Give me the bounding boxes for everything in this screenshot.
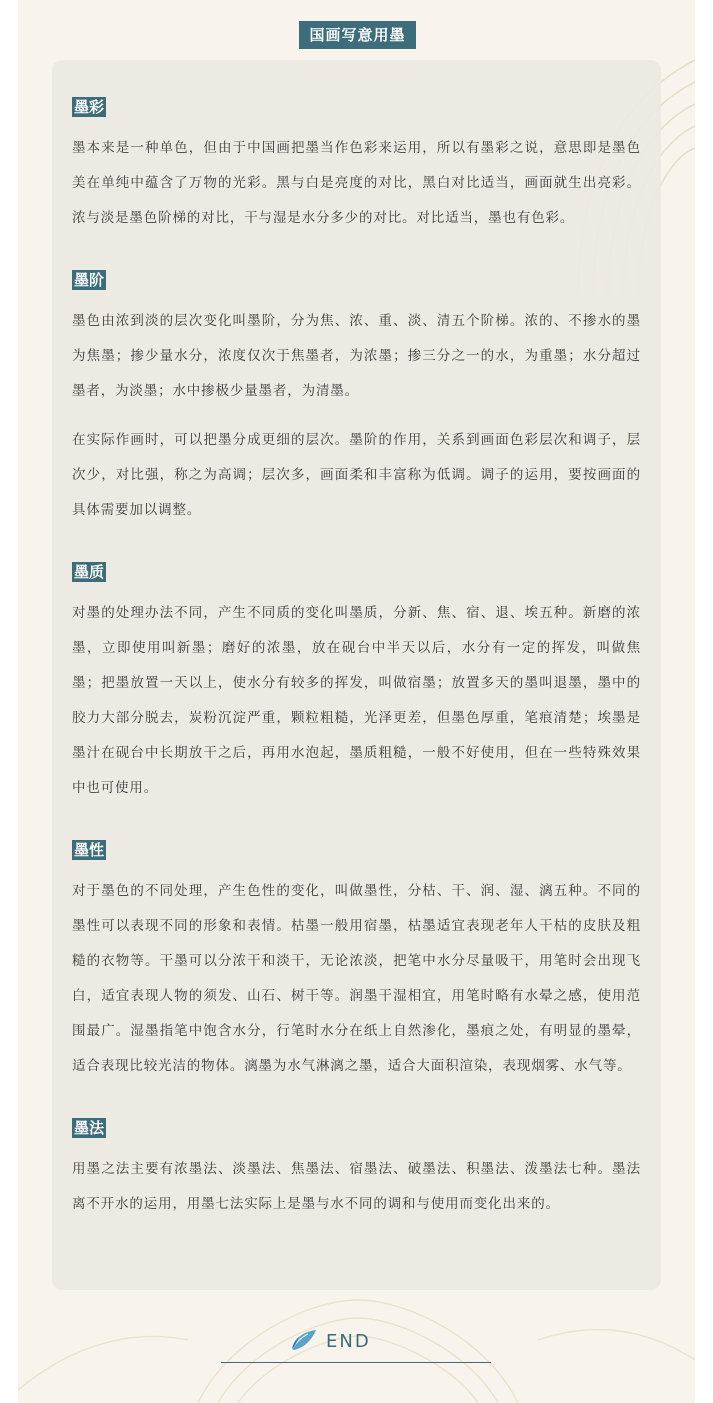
section-paragraph: 墨色由浓到淡的层次变化叫墨阶，分为焦、浓、重、淡、清五个阶梯。浓的、不掺水的墨为焦墨；掺少量水分，浓度仅次于焦墨者，为浓墨；掺三分之一的水，为重墨；水分超过墨者，为淡墨；水中掺极少量墨者，为清墨。 bbox=[72, 313, 641, 399]
section-mozhi bbox=[72, 562, 641, 806]
page-title: 国画写意用墨 bbox=[299, 21, 416, 49]
section-paragraph: 对于墨色的不同处理，产生色性的变化，叫做墨性，分枯、干、润、湿、漓五种。不同的墨性可以表现不同的形象和表情。枯墨一般用宿墨，枯墨适宜表现老年人干枯的皮肤及粗糙的衣物等。干墨可以分浓干和淡干，无论浓淡，把笔中水分尽量吸干，用笔时会出现飞白，适宜表现人物的须发、山石、树干等。润墨干湿相宜，用笔时略有水晕之感，使用范围最广。湿墨指笔中饱含水分，行笔时水分在纸上自然渗化，墨痕之处，有明显的墨晕，适合表现比较光洁的物体。漓墨为水气淋漓之墨，适合大面积渲染，表现烟雾、水气等。 bbox=[72, 883, 641, 1074]
section-moxing bbox=[72, 840, 641, 1084]
section-mocai bbox=[72, 97, 641, 236]
end-marker bbox=[18, 1326, 695, 1366]
leaf-icon bbox=[290, 1329, 318, 1351]
end-text: END bbox=[326, 1331, 371, 1352]
section-heading: 墨性 bbox=[74, 841, 105, 859]
article-page bbox=[18, 0, 695, 1403]
section-paragraph: 用墨之法主要有浓墨法、淡墨法、焦墨法、宿墨法、破墨法、积墨法、泼墨法七种。墨法离不开水的运用，用墨七法实际上是墨与水不同的调和与使用而变化出来的。 bbox=[72, 1161, 641, 1212]
section-paragraph: 对墨的处理办法不同，产生不同质的变化叫墨质，分新、焦、宿、退、埃五种。新磨的浓墨，立即使用叫新墨；磨好的浓墨，放在砚台中半天以后，水分有一定的挥发，叫做焦墨；把墨放置一天以上，使水分有较多的挥发，叫做宿墨；放置多天的墨叫退墨，墨中的胶力大部分脱去，炭粉沉淀严重，颗粒粗糙，光泽更差，但墨色厚重，笔痕清楚；埃墨是墨汁在砚台中长期放干之后，再用水泡起，墨质粗糙，一般不好使用，但在一些特殊效果中也可使用。 bbox=[72, 605, 641, 796]
section-heading: 墨法 bbox=[74, 1119, 105, 1137]
section-mojie bbox=[72, 270, 641, 528]
content-card bbox=[52, 60, 661, 1290]
section-heading: 墨彩 bbox=[74, 98, 105, 116]
section-paragraph: 在实际作画时，可以把墨分成更细的层次。墨阶的作用，关系到画面色彩层次和调子，层次少，对比强，称之为高调；层次多，画面柔和丰富称为低调。调子的运用，要按画面的具体需要加以调整。 bbox=[72, 432, 641, 518]
section-mofa bbox=[72, 1118, 641, 1222]
section-paragraph: 墨本来是一种单色，但由于中国画把墨当作色彩来运用，所以有墨彩之说，意思即是墨色美在单纯中蕴含了万物的光彩。黑与白是亮度的对比，黑白对比适当，画面就生出亮彩。浓与淡是墨色阶梯的对比，干与湿是水分多少的对比。对比适当，墨也有色彩。 bbox=[72, 140, 641, 226]
section-heading: 墨质 bbox=[74, 563, 105, 581]
section-heading: 墨阶 bbox=[74, 271, 105, 289]
end-divider bbox=[221, 1362, 491, 1363]
